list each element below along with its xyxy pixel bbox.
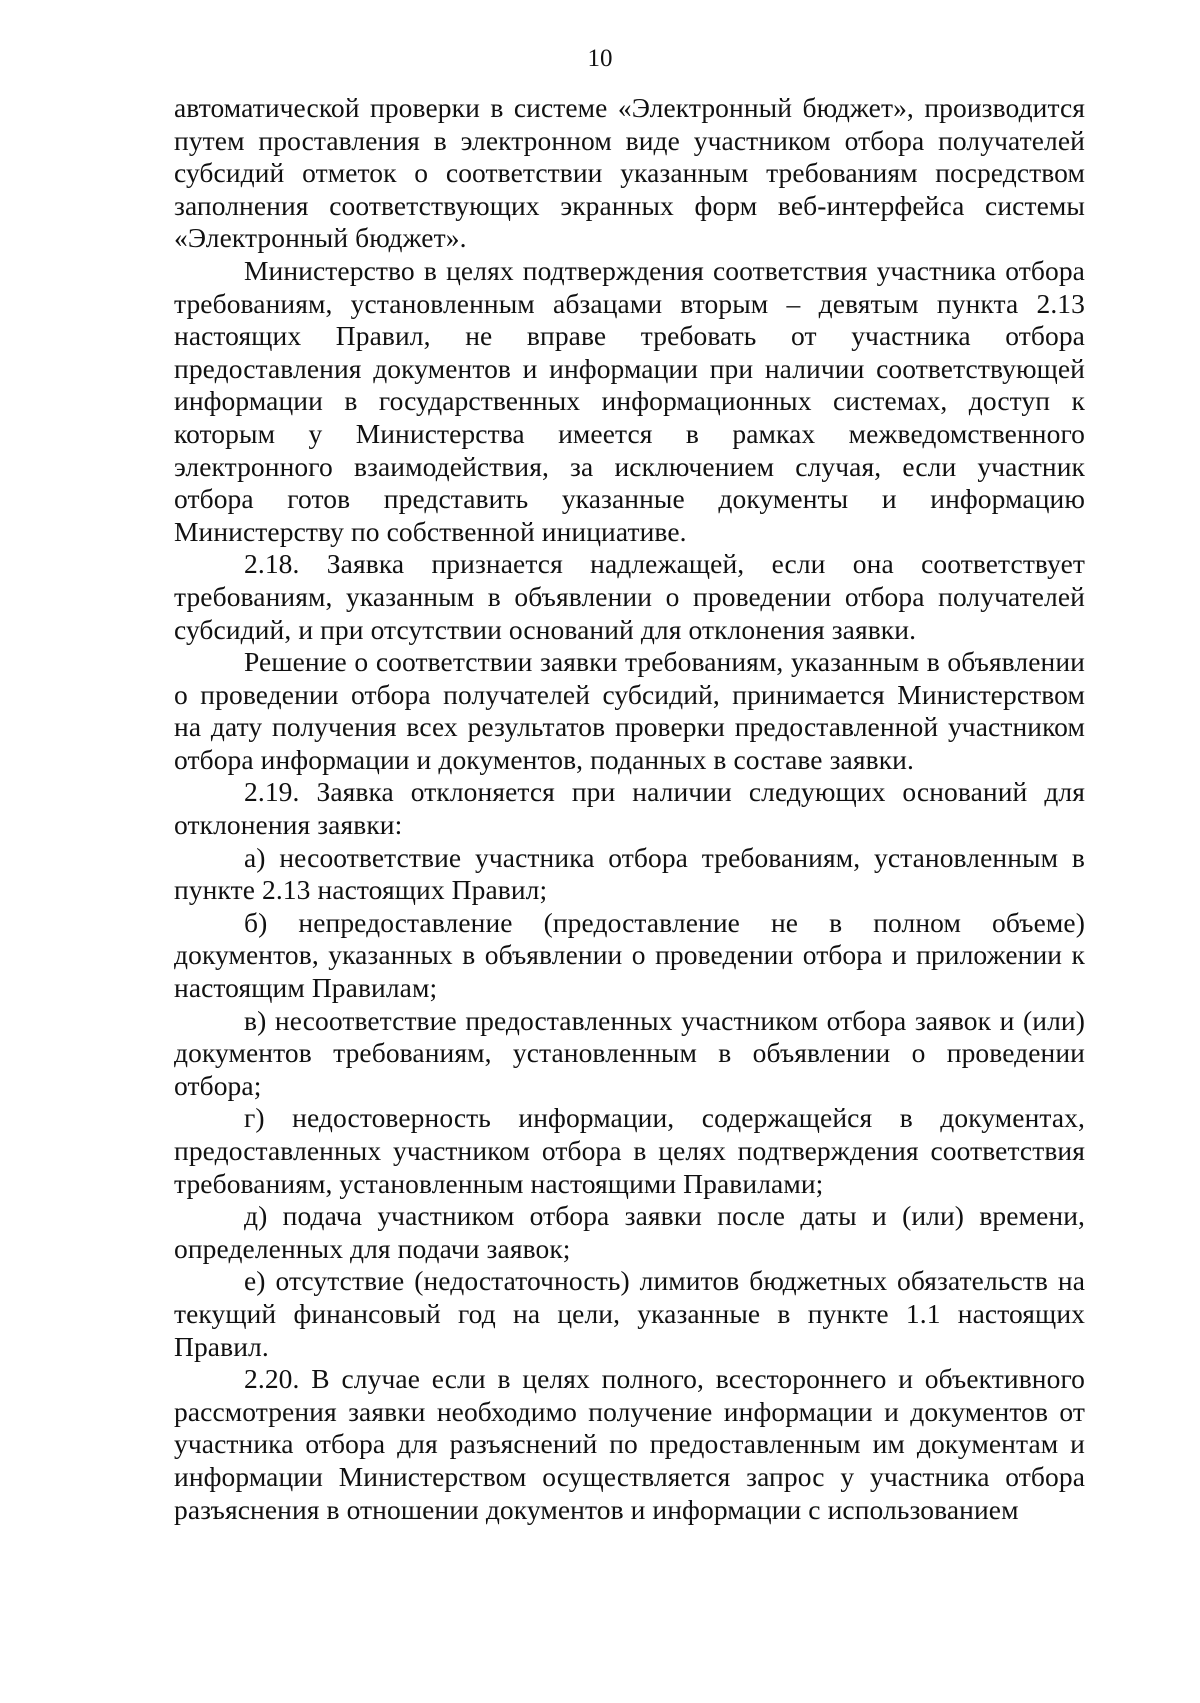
list-item-b: б) непредоставление (предоставление не в полном объеме) документов, указанных в объявлении о проведении отбора и приложении к настоящим Правилам; bbox=[174, 906, 1085, 1004]
paragraph-2-20: 2.20. В случае если в целях полного, всестороннего и объективного рассмотрения заявки необходимо получение информации и документов от участника отбора для разъяснений по предоставленным им документам и информации Министерством осуществляется запрос у участника отбора разъяснения в отношении документов и информации с использованием bbox=[174, 1363, 1085, 1525]
paragraph-ministry-verification: Министерство в целях подтверждения соответствия участника отбора требованиям, установленным абзацами вторым – девятым пункта 2.13 настоящих Правил, не вправе требовать от участника отбора предоставления документов и информации при наличии соответствующей информации в государственных информационных системах, доступ к которым у Министерства имеется в рамках межведомственного электронного взаимодействия, за исключением случая, если участник отбора готов представить указанные документы и информацию Министерству по собственной инициативе. bbox=[174, 254, 1085, 547]
list-item-g: г) недостоверность информации, содержащейся в документах, предоставленных участником отбора в целях подтверждения соответствия требованиям, установленным настоящими Правилами; bbox=[174, 1102, 1085, 1199]
list-item-a: а) несоответствие участника отбора требованиям, установленным в пункте 2.13 настоящих Правил; bbox=[174, 841, 1085, 906]
page-number: 10 bbox=[587, 45, 613, 72]
list-item-d: д) подача участником отбора заявки после даты и (или) времени, определенных для подачи заявок; bbox=[174, 1200, 1085, 1264]
paragraph-2-19: 2.19. Заявка отклоняется при наличии следующих оснований для отклонения заявки: bbox=[174, 776, 1085, 841]
paragraph-2-18: 2.18. Заявка признается надлежащей, если она соответствует требованиям, указанным в объявлении о проведении отбора получателей субсидий, и при отсутствии оснований для отклонения заявки. bbox=[174, 548, 1085, 645]
list-item-e: е) отсутствие (недостаточность) лимитов бюджетных обязательств на текущий финансовый год на цели, указанные в пункте 1.1 настоящих Правил. bbox=[174, 1265, 1085, 1362]
paragraph-decision: Решение о соответствии заявки требованиям, указанным в объявлении о проведении отбора получателей субсидий, принимается Министерством на дату получения всех результатов проверки предоставленной участником отбора информации и документов, поданных в составе заявки. bbox=[174, 646, 1085, 775]
paragraph-continuation: автоматической проверки в системе «Электронный бюджет», производится путем проставления в электронном виде участником отбора получателей субсидий отметок о соответствии указанным требованиям посредством заполнения соответствующих экранных форм веб-интерфейса системы «Электронный бюджет». bbox=[174, 92, 1085, 254]
document-body bbox=[174, 92, 1085, 1526]
list-item-v: в) несоответствие предоставленных участником отбора заявок и (или) документов требованиям, установленным в объявлении о проведении отбора; bbox=[174, 1004, 1085, 1101]
